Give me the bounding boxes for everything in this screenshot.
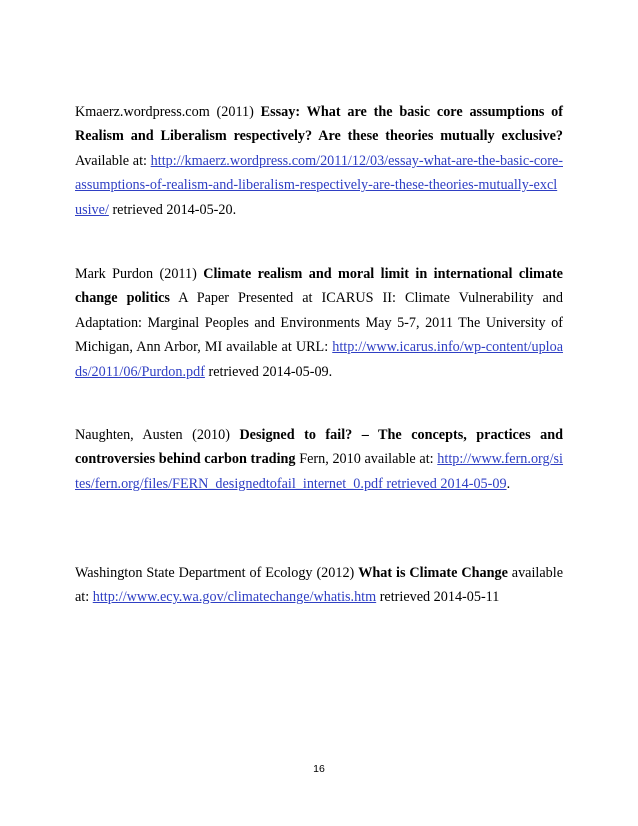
reference-author-date: Naughten, Austen (2010) bbox=[75, 427, 240, 443]
reference-author-date: Kmaerz.wordpress.com (2011) bbox=[75, 104, 261, 120]
reference-retrieved: . bbox=[506, 475, 511, 492]
reference-availability: Available at: bbox=[75, 152, 151, 169]
reference-availability: available at: bbox=[75, 565, 563, 606]
reference-title: Climate realism and moral limit in international climate change politics bbox=[75, 266, 563, 307]
reference-entry bbox=[75, 561, 563, 610]
reference-availability: A Paper Presented at ICARUS II: Climate Vulnerability and Adaptation: Marginal Peoples and Environments May 5-7, 2011 The University of Michigan, Ann Arbor, MI available at URL: bbox=[75, 290, 563, 356]
reference-author-date: Mark Purdon (2011) bbox=[75, 266, 204, 282]
reference-link[interactable]: http://kmaerz.wordpress.com/2011/12/03/essay-what-are-the-basic-core-assumptions-of-realism-and-liberalism-respectively-are-these-theories-mutually-exclusive/ bbox=[75, 152, 563, 218]
reference-link[interactable]: http://www.icarus.info/wp-content/uploads/2011/06/Purdon.pdf bbox=[75, 339, 563, 380]
page-number: 16 bbox=[313, 763, 325, 775]
reference-author-date: Washington State Department of Ecology (2012) bbox=[75, 565, 359, 581]
reference-retrieved: retrieved 2014-05-09. bbox=[204, 363, 333, 380]
reference-link[interactable]: http://www.fern.org/sites/fern.org/files/FERN_designedtofail_internet_0.pdf retrieved 2014-05-09 bbox=[75, 451, 564, 492]
reference-availability: Fern, 2010 available at: bbox=[295, 451, 438, 468]
reference-link[interactable]: http://www.ecy.wa.gov/climatechange/whatis.htm bbox=[92, 589, 377, 606]
reference-entry bbox=[75, 100, 563, 222]
reference-entry bbox=[75, 423, 563, 496]
reference-retrieved: retrieved 2014-05-20. bbox=[108, 201, 237, 218]
reference-retrieved: retrieved 2014-05-11 bbox=[376, 589, 500, 606]
reference-title: What is Climate Change bbox=[358, 565, 508, 581]
reference-title: Essay: What are the basic core assumptions of Realism and Liberalism respectively? Are these theories mutually exclusive? bbox=[75, 104, 563, 145]
reference-entry bbox=[75, 262, 563, 384]
reference-title: Designed to fail? – The concepts, practices and controversies behind carbon trading bbox=[75, 427, 563, 468]
